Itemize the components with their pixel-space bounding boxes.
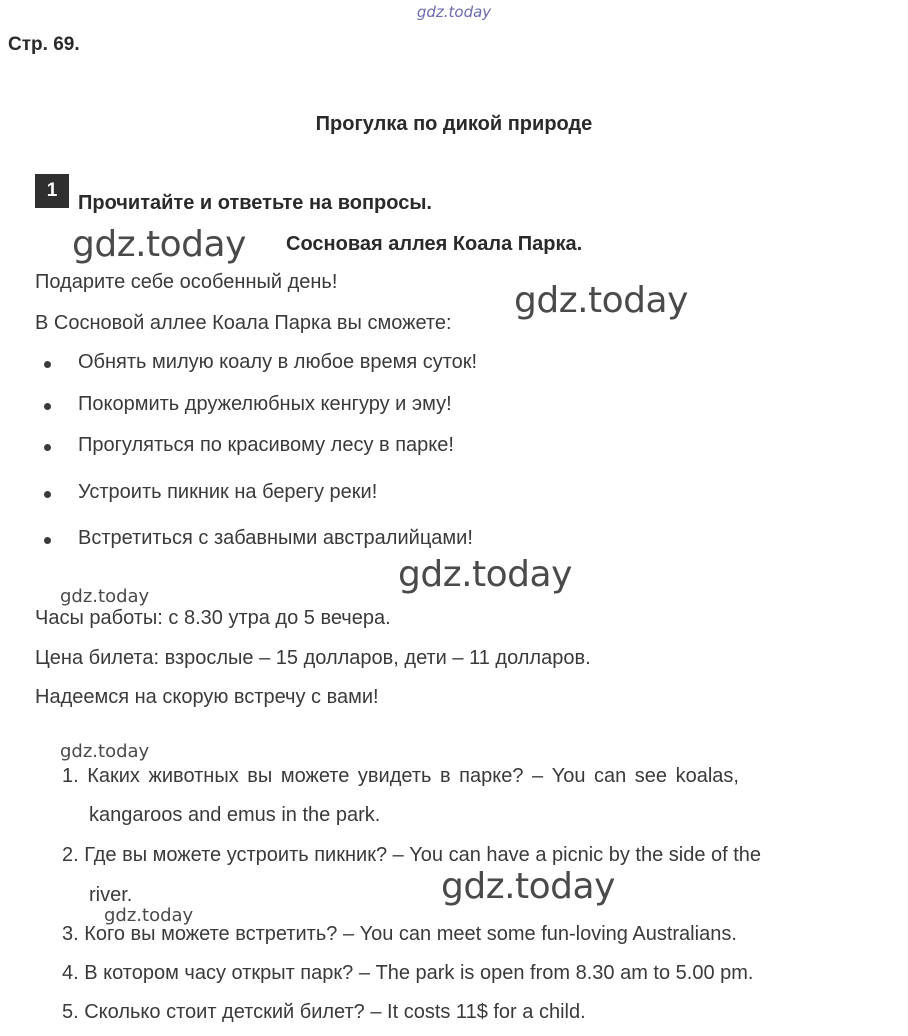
- bullet-item: Прогуляться по красивому лесу в парке!: [78, 434, 454, 456]
- watermark: gdz.today: [60, 741, 150, 762]
- answer-1-line-1: 1. Каких животных вы можете увидеть в парке? – You can see koalas,: [62, 765, 739, 787]
- watermark: gdz.today: [60, 586, 150, 607]
- intro-line: В Сосновой аллее Коала Парка вы сможете:: [35, 312, 452, 334]
- bullet-item: Покормить дружелюбных кенгуру и эму!: [78, 393, 452, 415]
- exercise-instruction: Прочитайте и ответьте на вопросы.: [78, 192, 432, 214]
- answer-2-line-2: river.: [89, 884, 133, 906]
- bullet-dot: [44, 403, 51, 410]
- bullet-item: Встретиться с забавными австралийцами!: [78, 527, 473, 549]
- answer-3: 3. Кого вы можете встретить? – You can meet some fun-loving Australians.: [62, 923, 737, 945]
- opening-hours: Часы работы: с 8.30 утра до 5 вечера.: [35, 607, 391, 629]
- page-title: Прогулка по дикой природе: [315, 113, 593, 135]
- watermark: gdz.today: [514, 280, 688, 321]
- bullet-dot: [44, 444, 51, 451]
- bullet-dot: [44, 491, 51, 498]
- answer-2-line-1: 2. Где вы можете устроить пикник? – You can have a picnic by the side of the: [62, 844, 762, 866]
- bullet-item: Устроить пикник на берегу реки!: [78, 481, 378, 503]
- ticket-price: Цена билета: взрослые – 15 долларов, дети – 11 долларов.: [35, 647, 591, 669]
- exercise-number-badge: 1: [35, 174, 69, 208]
- answer-5: 5. Сколько стоит детский билет? – It costs 11$ for a child.: [62, 1001, 586, 1023]
- watermark: gdz.today: [398, 554, 572, 595]
- text-subtitle: Сосновая аллея Коала Парка.: [286, 233, 583, 255]
- bullet-dot: [44, 537, 51, 544]
- watermark: gdz.today: [441, 866, 615, 907]
- answer-1-line-2: kangaroos and emus in the park.: [89, 804, 381, 826]
- bullet-item: Обнять милую коалу в любое время суток!: [78, 351, 478, 373]
- bullet-dot: [44, 361, 51, 368]
- watermark-top: gdz.today: [416, 3, 492, 21]
- answer-4: 4. В котором часу открыт парк? – The park is open from 8.30 am to 5.00 pm.: [62, 962, 754, 984]
- intro-line: Подарите себе особенный день!: [35, 271, 338, 293]
- page-reference: Стр. 69.: [8, 34, 80, 55]
- watermark: gdz.today: [104, 905, 194, 926]
- watermark: gdz.today: [72, 224, 246, 265]
- closing-line: Надеемся на скорую встречу с вами!: [35, 686, 379, 708]
